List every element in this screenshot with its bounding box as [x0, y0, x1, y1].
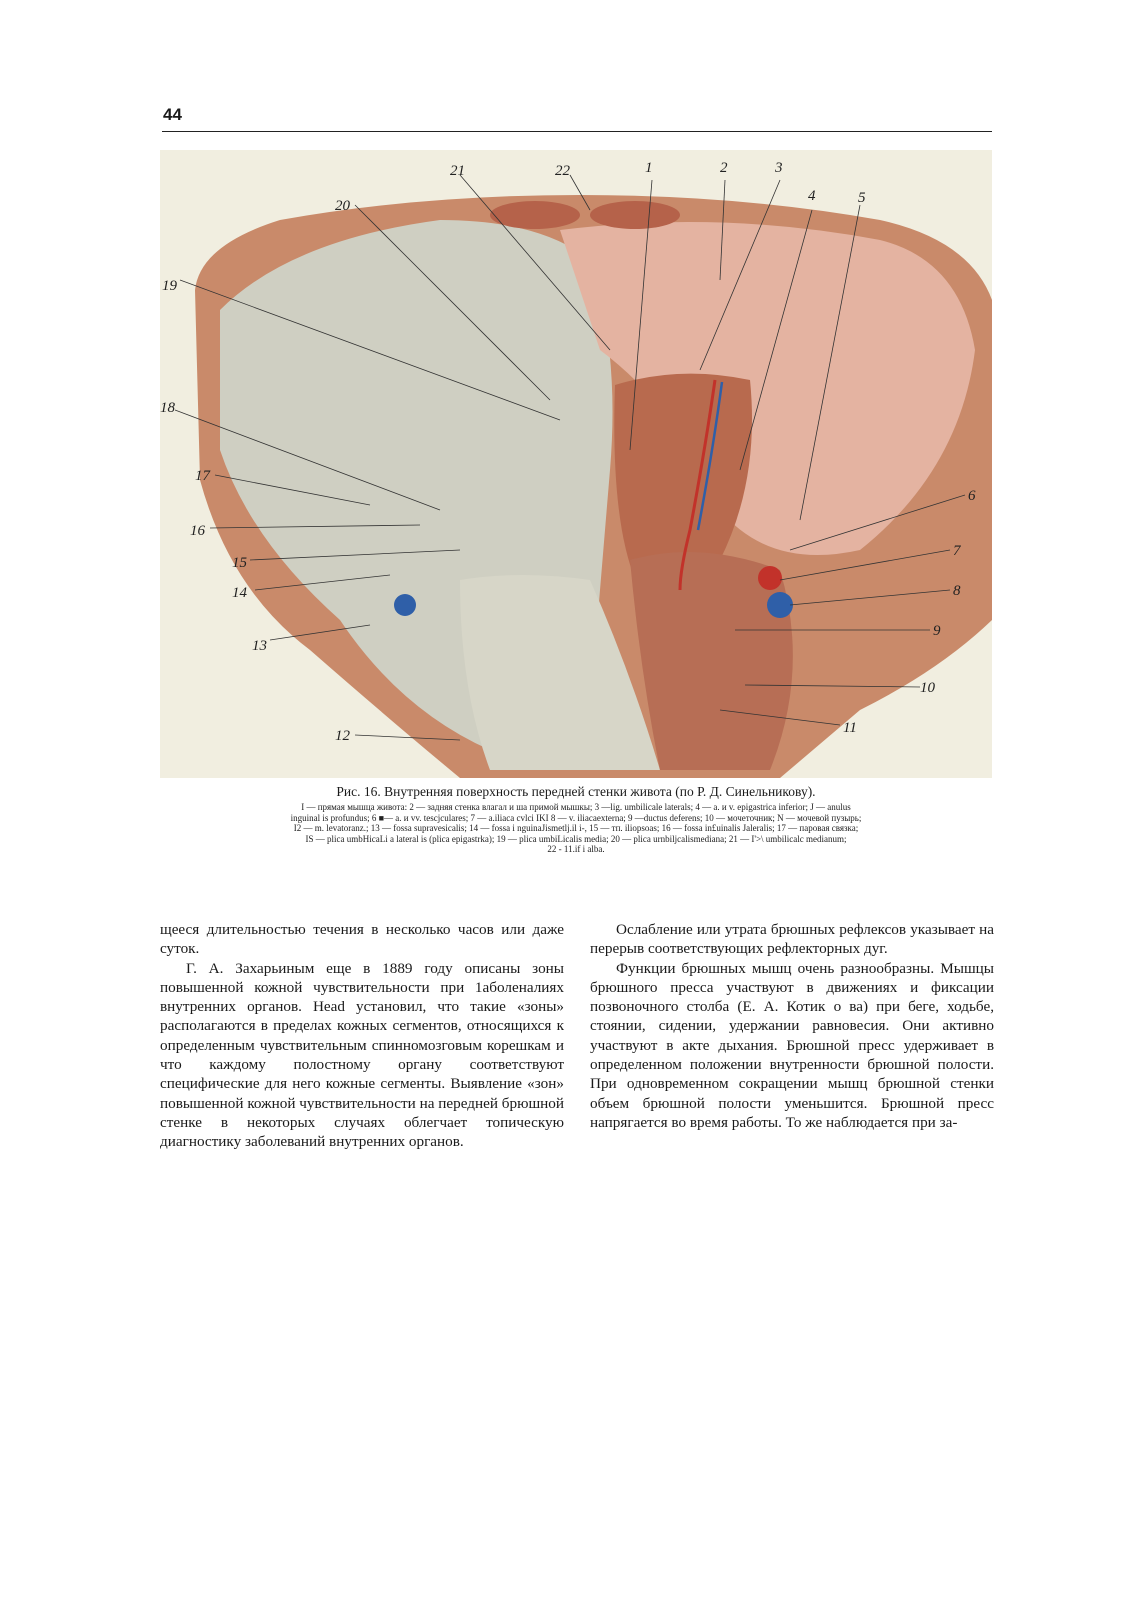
callout-5: 5 [858, 190, 866, 206]
callout-4: 4 [808, 188, 816, 204]
callout-13: 13 [252, 638, 267, 654]
callout-19: 19 [162, 278, 177, 294]
callout-9: 9 [933, 623, 941, 639]
callout-11: 11 [843, 720, 857, 736]
callout-12: 12 [335, 728, 350, 744]
callout-8: 8 [953, 583, 961, 599]
callout-21: 21 [450, 163, 465, 179]
paragraph: Функции брюшных мышц очень разнообразны. Мышцы брюшного пресса участвуют в движениях и фиксации позвоночного столба (Е. А. Котик о ва) при беге, ходьбе, стоянии, сидении, удержании равновесия. Они активно участвуют в акте дыхания. Брюшной пресс удерживает в определенном положении внутренности брюшной полости. При одновременном сокращении мышц брюшной стенки объем брюшной полости уменьшится. Брюшной пресс напрягается во время работы. То же наблюдается при за- [590, 959, 994, 1131]
callout-7: 7 [953, 543, 961, 559]
caption-title: Рис. 16. Внутренняя поверхность передней стенки живота (по Р. Д. Синельникову). [336, 784, 816, 799]
paragraph: Ослабление или утрата брюшных рефлексов указывает на перерыв соответствующих рефлекторных дуг. [590, 921, 994, 958]
iliac-vein-left [394, 594, 416, 616]
rectus-section-left [490, 201, 580, 229]
caption-legend-line: IS — plica umbHicaLi a lateral is (plica epigastrka); 19 — plica umbiLicalis media; 20 — plica urnbiljcalismediana; 21 — I'>\ umbilicalc medianum; [305, 833, 847, 844]
rectus-section-right [590, 201, 680, 229]
iliac-vein [767, 592, 793, 618]
caption-legend-line: inguinal is profundus; 6 ■— a. и vv. tescjculares; 7 — a.iliaca cvlci IKI 8 — v. iliacaexterna; 9 —ductus deferens; 10 — мочеточник; N — мочевой пузырь; [290, 812, 862, 823]
callout-2: 2 [720, 160, 728, 176]
callout-20: 20 [335, 198, 350, 214]
callout-16: 16 [190, 523, 205, 539]
paragraph: Г. А. Захарьиным еще в 1889 году описаны зоны повышенной кожной чувствительности при 1аболеналиях внутренних органов. Head установил, что такие «зоны» располагаются в пределах кожных сегментов, относящихся к определенным чувствительным спинномозговым корешкам и что каждому полостному органу соответствуют специфические для него кожные сегменты. Выявление «зон» повышенной кожной чувствительности на передней брюшной стенке в некоторых случаях облегчает топическую диагностику заболеваний внутренних органов. [160, 959, 564, 1151]
callout-18: 18 [160, 400, 175, 416]
callout-22: 22 [555, 163, 570, 179]
paragraph: щееся длительностью течения в несколько часов или даже суток. [160, 921, 564, 958]
caption-legend-line: 22 - 11.if i alba. [547, 844, 605, 854]
caption-legend-line: I — прямая мышца живота: 2 — задняя стенка влагал и ша примой мышкы; 3 —lig. umbilicale laterals; 4 — a. и v. epigastrica inferior; J — anulus [301, 802, 851, 812]
callout-1: 1 [645, 160, 653, 176]
header-rule [162, 131, 992, 132]
callout-15: 15 [232, 555, 247, 571]
iliac-artery [758, 566, 782, 590]
figure-caption [160, 784, 992, 855]
callout-3: 3 [775, 160, 783, 176]
right-column [590, 920, 994, 1132]
left-column [160, 920, 564, 1152]
page-number: 44 [163, 105, 182, 124]
callout-10: 10 [920, 680, 935, 696]
anatomical-illustration [160, 150, 992, 778]
callout-17: 17 [195, 468, 210, 484]
callout-14: 14 [232, 585, 247, 601]
callout-6: 6 [968, 488, 976, 504]
caption-legend-line: I2 — m. levatoranz.; 13 — fossa supravesicalis; 14 — fossa i nguinaJismetlj.il i-, 15 — тп. iliopsoas; 16 — fossa in£uinalis Jaleralis; 17 — паровая связка; [293, 823, 859, 833]
